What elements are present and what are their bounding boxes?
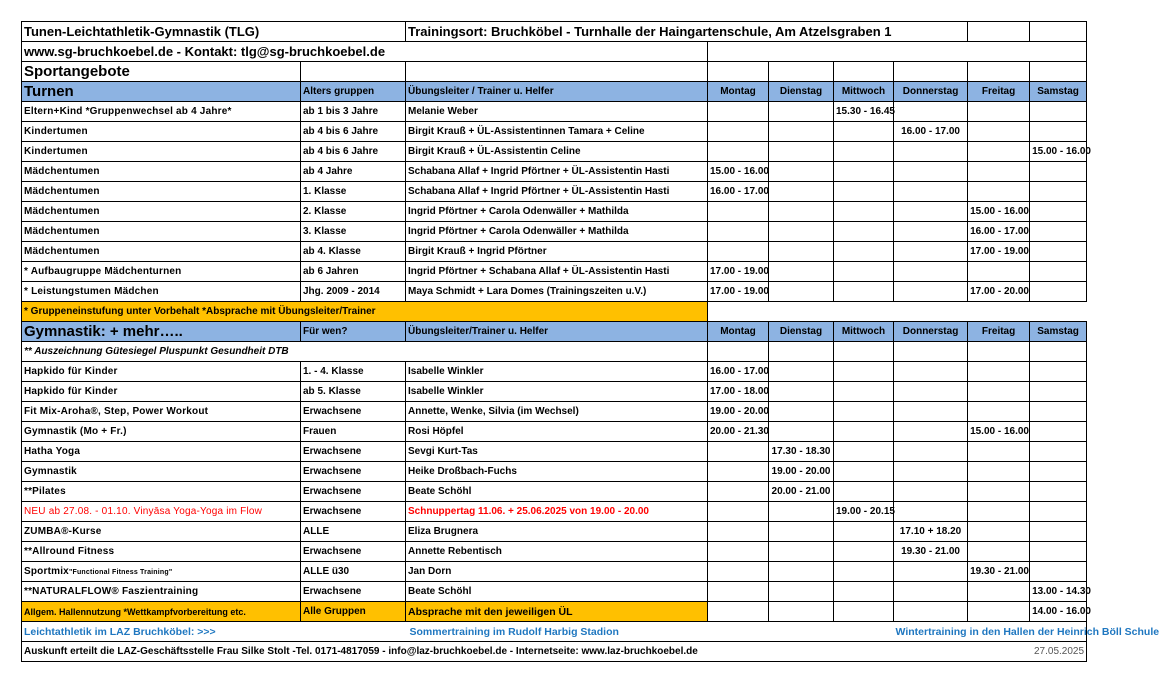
time-cell: 20.00 - 21.30 bbox=[708, 422, 769, 442]
hall-row bbox=[22, 602, 1087, 622]
time-cell bbox=[834, 442, 894, 462]
hall-time: 14.00 - 16.00 bbox=[1030, 602, 1087, 622]
trainer-cell: Ingrid Pförtner + Schabana Allaf + ÜL-Assistentin Hasti bbox=[406, 262, 708, 282]
age-group-cell: 1. Klasse bbox=[301, 182, 406, 202]
table-row bbox=[22, 442, 1087, 462]
turnen-day-wednesday: Mittwoch bbox=[834, 82, 894, 102]
turnen-day-saturday: Samstag bbox=[1030, 82, 1087, 102]
hall-trainer: Absprache mit den jeweiligen ÜL bbox=[406, 602, 708, 622]
activity-cell: Mädchentumen bbox=[22, 242, 301, 262]
age-group-cell: ALLE bbox=[301, 522, 406, 542]
time-cell bbox=[968, 262, 1030, 282]
sportmix-time: 19.30 - 21.00 bbox=[968, 562, 1030, 582]
hall-age: Alle Gruppen bbox=[301, 602, 406, 622]
activity-cell: Eltern+Kind *Gruppenwechsel ab 4 Jahre* bbox=[22, 102, 301, 122]
table-row bbox=[22, 482, 1087, 502]
naturalflow-time: 13.00 - 14.30 bbox=[1030, 582, 1087, 602]
time-cell bbox=[708, 202, 769, 222]
time-cell bbox=[894, 242, 968, 262]
time-cell bbox=[769, 422, 834, 442]
time-cell bbox=[1030, 442, 1087, 462]
time-cell: 15.00 - 16.00 bbox=[968, 422, 1030, 442]
trainer-cell: Maya Schmidt + Lara Domes (Trainingszeiten u.V.) bbox=[406, 282, 708, 302]
gym-section-title: Gymnastik: + mehr….. bbox=[22, 322, 301, 342]
time-cell: 19.30 - 21.00 bbox=[894, 542, 968, 562]
age-group-cell: Erwachsene bbox=[301, 462, 406, 482]
time-cell bbox=[894, 402, 968, 422]
naturalflow-age: Erwachsene bbox=[301, 582, 406, 602]
time-cell bbox=[769, 402, 834, 422]
time-cell bbox=[708, 102, 769, 122]
time-cell bbox=[769, 262, 834, 282]
activity-cell: Mädchentumen bbox=[22, 182, 301, 202]
naturalflow-activity: **NATURALFLOW® Faszientraining bbox=[22, 582, 301, 602]
time-cell bbox=[894, 282, 968, 302]
time-cell bbox=[769, 162, 834, 182]
table-row bbox=[22, 202, 1087, 222]
time-cell bbox=[1030, 382, 1087, 402]
time-cell bbox=[769, 362, 834, 382]
time-cell: 17.00 - 19.00 bbox=[968, 242, 1030, 262]
age-group-cell: Frauen bbox=[301, 422, 406, 442]
gym-day-monday: Montag bbox=[708, 322, 769, 342]
turnen-day-monday: Montag bbox=[708, 82, 769, 102]
turnen-day-tuesday: Dienstag bbox=[769, 82, 834, 102]
age-group-cell: 1. - 4. Klasse bbox=[301, 362, 406, 382]
time-cell: 17.00 - 19.00 bbox=[708, 282, 769, 302]
schedule-table bbox=[21, 21, 1159, 662]
age-group-cell: 3. Klasse bbox=[301, 222, 406, 242]
turnen-section-title: Turnen bbox=[22, 82, 301, 102]
trainer-cell: Ingrid Pförtner + Carola Odenwäller + Mathilda bbox=[406, 202, 708, 222]
table-row bbox=[22, 102, 1087, 122]
time-cell bbox=[769, 382, 834, 402]
age-group-cell: Erwachsene bbox=[301, 542, 406, 562]
activity-cell: **Pilates bbox=[22, 482, 301, 502]
time-cell bbox=[894, 162, 968, 182]
time-cell: 16.00 - 17.00 bbox=[708, 362, 769, 382]
turnen-note: * Gruppeneinstufung unter Vorbehalt *Absprache mit Übungsleiter/Trainer bbox=[22, 302, 708, 322]
time-cell bbox=[769, 142, 834, 162]
trainer-cell: Rosi Höpfel bbox=[406, 422, 708, 442]
activity-cell: ZUMBA®-Kurse bbox=[22, 522, 301, 542]
time-cell bbox=[708, 242, 769, 262]
time-cell bbox=[894, 482, 968, 502]
table-row bbox=[22, 462, 1087, 482]
age-group-cell: Erwachsene bbox=[301, 482, 406, 502]
time-cell bbox=[968, 522, 1030, 542]
gym-day-tuesday: Dienstag bbox=[769, 322, 834, 342]
activity-cell: * Aufbaugruppe Mädchenturnen bbox=[22, 262, 301, 282]
time-cell bbox=[968, 182, 1030, 202]
activity-cell: * Leistungstumen Mädchen bbox=[22, 282, 301, 302]
time-cell bbox=[708, 482, 769, 502]
time-cell bbox=[1030, 242, 1087, 262]
time-cell bbox=[1030, 282, 1087, 302]
time-cell bbox=[1030, 462, 1087, 482]
time-cell bbox=[769, 202, 834, 222]
age-group-cell: 2. Klasse bbox=[301, 202, 406, 222]
table-row bbox=[22, 142, 1087, 162]
time-cell bbox=[834, 202, 894, 222]
time-cell bbox=[894, 202, 968, 222]
activity-cell: **Allround Fitness bbox=[22, 542, 301, 562]
age-group-cell: ab 6 Jahren bbox=[301, 262, 406, 282]
table-row bbox=[22, 222, 1087, 242]
time-cell bbox=[834, 282, 894, 302]
time-cell bbox=[1030, 482, 1087, 502]
age-group-cell: ab 1 bis 3 Jahre bbox=[301, 102, 406, 122]
activity-cell: Kindertumen bbox=[22, 142, 301, 162]
time-cell bbox=[1030, 522, 1087, 542]
time-cell bbox=[834, 422, 894, 442]
trainer-cell: Birgit Krauß + ÜL-Assistentin Celine bbox=[406, 142, 708, 162]
time-cell bbox=[834, 182, 894, 202]
sportmix-activity bbox=[22, 562, 301, 582]
time-cell bbox=[894, 362, 968, 382]
footer-info: Auskunft erteilt die LAZ-Geschäftsstelle Frau Silke Stolt -Tel. 0171-4817059 - info@laz-bruchkoebel.de - Internetseite: www.laz-bruchkoebel.de bbox=[22, 642, 1030, 662]
trainer-cell: Isabelle Winkler bbox=[406, 362, 708, 382]
time-cell bbox=[708, 122, 769, 142]
time-cell bbox=[834, 142, 894, 162]
time-cell: 16.00 - 17.00 bbox=[894, 122, 968, 142]
time-cell bbox=[1030, 402, 1087, 422]
time-cell bbox=[1030, 262, 1087, 282]
winter-training: Wintertraining in den Hallen der Heinrich Böll Schule bbox=[894, 622, 1087, 642]
time-cell: 15.30 - 16.45 bbox=[834, 102, 894, 122]
time-cell bbox=[834, 362, 894, 382]
time-cell bbox=[894, 462, 968, 482]
time-cell bbox=[968, 542, 1030, 562]
trainer-cell: Annette, Wenke, Silvia (im Wechsel) bbox=[406, 402, 708, 422]
time-cell bbox=[708, 222, 769, 242]
sportmix-age: ALLE ü30 bbox=[301, 562, 406, 582]
yoga-flow-row bbox=[22, 502, 1087, 522]
table-row bbox=[22, 122, 1087, 142]
time-cell: 20.00 - 21.00 bbox=[769, 482, 834, 502]
table-row bbox=[22, 422, 1087, 442]
time-cell: 17.30 - 18.30 bbox=[769, 442, 834, 462]
time-cell bbox=[834, 402, 894, 422]
time-cell bbox=[894, 422, 968, 442]
time-cell: 15.00 - 16.00 bbox=[1030, 142, 1087, 162]
time-cell bbox=[894, 142, 968, 162]
trainer-cell: Eliza Brugnera bbox=[406, 522, 708, 542]
table-row bbox=[22, 182, 1087, 202]
time-cell bbox=[1030, 202, 1087, 222]
turnen-note-row bbox=[22, 302, 1087, 322]
time-cell bbox=[1030, 362, 1087, 382]
hall-activity: Allgem. Hallennutzung *Wettkampfvorbereitung etc. bbox=[22, 602, 301, 622]
time-cell bbox=[968, 382, 1030, 402]
time-cell bbox=[894, 102, 968, 122]
time-cell: 17.00 - 19.00 bbox=[708, 262, 769, 282]
time-cell bbox=[968, 482, 1030, 502]
time-cell bbox=[769, 102, 834, 122]
trainer-cell: Beate Schöhl bbox=[406, 482, 708, 502]
time-cell bbox=[834, 122, 894, 142]
time-cell bbox=[708, 442, 769, 462]
time-cell bbox=[708, 462, 769, 482]
trainer-cell: Melanie Weber bbox=[406, 102, 708, 122]
time-cell bbox=[769, 542, 834, 562]
activity-cell: Fit Mix-Aroha®, Step, Power Workout bbox=[22, 402, 301, 422]
table-row bbox=[22, 522, 1087, 542]
time-cell bbox=[769, 282, 834, 302]
turnen-day-thursday: Donnerstag bbox=[894, 82, 968, 102]
footer-row bbox=[22, 642, 1087, 662]
time-cell bbox=[894, 382, 968, 402]
time-cell bbox=[834, 162, 894, 182]
time-cell bbox=[1030, 122, 1087, 142]
trainer-cell: Sevgi Kurt-Tas bbox=[406, 442, 708, 462]
age-group-cell: Erwachsene bbox=[301, 442, 406, 462]
leichtathletik-label: Leichtathletik im LAZ Bruchköbel: >>> bbox=[22, 622, 301, 642]
time-cell bbox=[894, 222, 968, 242]
leichtathletik-row bbox=[22, 622, 1087, 642]
time-cell bbox=[1030, 222, 1087, 242]
time-cell bbox=[769, 242, 834, 262]
age-group-cell: ab 4 Jahre bbox=[301, 162, 406, 182]
contact-line: www.sg-bruchkoebel.de - Kontakt: tlg@sg-bruchkoebel.de bbox=[22, 42, 708, 62]
age-group-cell: ab 4 bis 6 Jahre bbox=[301, 122, 406, 142]
training-location: Trainingsort: Bruchköbel - Turnhalle der Haingartenschule, Am Atzelsgraben 1 bbox=[406, 22, 968, 42]
trainer-cell: Heike Droßbach-Fuchs bbox=[406, 462, 708, 482]
trainer-cell: Ingrid Pförtner + Carola Odenwäller + Mathilda bbox=[406, 222, 708, 242]
club-title: Tunen-Leichtathletik-Gymnastik (TLG) bbox=[22, 22, 406, 42]
time-cell bbox=[968, 122, 1030, 142]
offers-heading: Sportangebote bbox=[22, 62, 301, 82]
yoga-flow-time: 19.00 - 20.15 bbox=[834, 502, 894, 522]
activity-cell: Mädchentumen bbox=[22, 162, 301, 182]
time-cell bbox=[968, 362, 1030, 382]
time-cell bbox=[1030, 542, 1087, 562]
time-cell: 17.10 + 18.20 bbox=[894, 522, 968, 542]
time-cell: 19.00 - 20.00 bbox=[769, 462, 834, 482]
trainer-cell: Birgit Krauß + ÜL-Assistentinnen Tamara + Celine bbox=[406, 122, 708, 142]
naturalflow-row bbox=[22, 582, 1087, 602]
time-cell bbox=[834, 382, 894, 402]
time-cell: 17.00 - 18.00 bbox=[708, 382, 769, 402]
sportmix-name: Sportmix bbox=[24, 566, 69, 577]
gym-header-row bbox=[22, 322, 1087, 342]
sportmix-subtitle: "Functional Fitness Training" bbox=[68, 569, 173, 576]
summer-training: Sommertraining im Rudolf Harbig Stadion bbox=[406, 622, 894, 642]
time-cell bbox=[1030, 102, 1087, 122]
trainer-cell: Birgit Krauß + Ingrid Pförtner bbox=[406, 242, 708, 262]
time-cell bbox=[769, 222, 834, 242]
time-cell bbox=[968, 102, 1030, 122]
time-cell bbox=[834, 542, 894, 562]
time-cell bbox=[894, 442, 968, 462]
footer-date: 27.05.2025 bbox=[1030, 642, 1087, 662]
age-group-cell: ab 4 bis 6 Jahre bbox=[301, 142, 406, 162]
table-row bbox=[22, 542, 1087, 562]
time-cell: 15.00 - 16.00 bbox=[708, 162, 769, 182]
table-row bbox=[22, 262, 1087, 282]
gym-trainer-header: Übungsleiter/Trainer u. Helfer bbox=[406, 322, 708, 342]
gym-day-wednesday: Mittwoch bbox=[834, 322, 894, 342]
time-cell bbox=[1030, 182, 1087, 202]
yoga-flow-age: Erwachsene bbox=[301, 502, 406, 522]
activity-cell: Gymnastik bbox=[22, 462, 301, 482]
table-row bbox=[22, 282, 1087, 302]
trainer-cell: Annette Rebentisch bbox=[406, 542, 708, 562]
gym-day-thursday: Donnerstag bbox=[894, 322, 968, 342]
age-group-cell: ab 4. Klasse bbox=[301, 242, 406, 262]
time-cell bbox=[834, 482, 894, 502]
time-cell bbox=[834, 262, 894, 282]
activity-cell: Mädchentumen bbox=[22, 202, 301, 222]
activity-cell: Hatha Yoga bbox=[22, 442, 301, 462]
trainer-cell: Schabana Allaf + Ingrid Pförtner + ÜL-Assistentin Hasti bbox=[406, 162, 708, 182]
activity-cell: Hapkido für Kinder bbox=[22, 382, 301, 402]
table-row bbox=[22, 242, 1087, 262]
time-cell bbox=[708, 522, 769, 542]
activity-cell: Mädchentumen bbox=[22, 222, 301, 242]
yoga-flow-activity: NEU ab 27.08. - 01.10. Vinyāsa Yoga-Yoga im Flow bbox=[22, 502, 301, 522]
age-group-cell: Erwachsene bbox=[301, 402, 406, 422]
time-cell bbox=[968, 142, 1030, 162]
time-cell bbox=[769, 522, 834, 542]
naturalflow-trainer: Beate Schöhl bbox=[406, 582, 708, 602]
time-cell: 15.00 - 16.00 bbox=[968, 202, 1030, 222]
age-group-cell: Jhg. 2009 - 2014 bbox=[301, 282, 406, 302]
time-cell bbox=[894, 262, 968, 282]
time-cell: 19.00 - 20.00 bbox=[708, 402, 769, 422]
time-cell bbox=[834, 522, 894, 542]
age-group-cell: ab 5. Klasse bbox=[301, 382, 406, 402]
sportmix-row bbox=[22, 562, 1087, 582]
sportmix-trainer: Jan Dorn bbox=[406, 562, 708, 582]
time-cell bbox=[1030, 422, 1087, 442]
award-note: ** Auszeichnung Gütesiegel Pluspunkt Gesundheit DTB bbox=[22, 342, 708, 362]
gym-day-saturday: Samstag bbox=[1030, 322, 1087, 342]
turnen-trainer-header: Übungsleiter / Trainer u. Helfer bbox=[406, 82, 708, 102]
turnen-age-header: Alters gruppen bbox=[301, 82, 406, 102]
time-cell bbox=[894, 182, 968, 202]
time-cell bbox=[834, 242, 894, 262]
time-cell bbox=[708, 142, 769, 162]
gym-age-header: Für wen? bbox=[301, 322, 406, 342]
time-cell: 16.00 - 17.00 bbox=[968, 222, 1030, 242]
activity-cell: Kindertumen bbox=[22, 122, 301, 142]
table-row bbox=[22, 402, 1087, 422]
time-cell bbox=[834, 222, 894, 242]
turnen-header-row bbox=[22, 82, 1087, 102]
time-cell bbox=[968, 402, 1030, 422]
time-cell: 17.00 - 20.00 bbox=[968, 282, 1030, 302]
time-cell bbox=[968, 162, 1030, 182]
trainer-cell: Schabana Allaf + Ingrid Pförtner + ÜL-Assistentin Hasti bbox=[406, 182, 708, 202]
yoga-flow-trial: Schnuppertag 11.06. + 25.06.2025 von 19.00 - 20.00 bbox=[406, 502, 708, 522]
time-cell: 16.00 - 17.00 bbox=[708, 182, 769, 202]
time-cell bbox=[769, 122, 834, 142]
activity-cell: Gymnastik (Mo + Fr.) bbox=[22, 422, 301, 442]
time-cell bbox=[834, 462, 894, 482]
time-cell bbox=[769, 182, 834, 202]
table-row bbox=[22, 362, 1087, 382]
time-cell bbox=[708, 542, 769, 562]
activity-cell: Hapkido für Kinder bbox=[22, 362, 301, 382]
gym-day-friday: Freitag bbox=[968, 322, 1030, 342]
time-cell bbox=[968, 442, 1030, 462]
table-row bbox=[22, 162, 1087, 182]
turnen-day-friday: Freitag bbox=[968, 82, 1030, 102]
time-cell bbox=[1030, 162, 1087, 182]
trainer-cell: Isabelle Winkler bbox=[406, 382, 708, 402]
table-row bbox=[22, 382, 1087, 402]
time-cell bbox=[968, 462, 1030, 482]
